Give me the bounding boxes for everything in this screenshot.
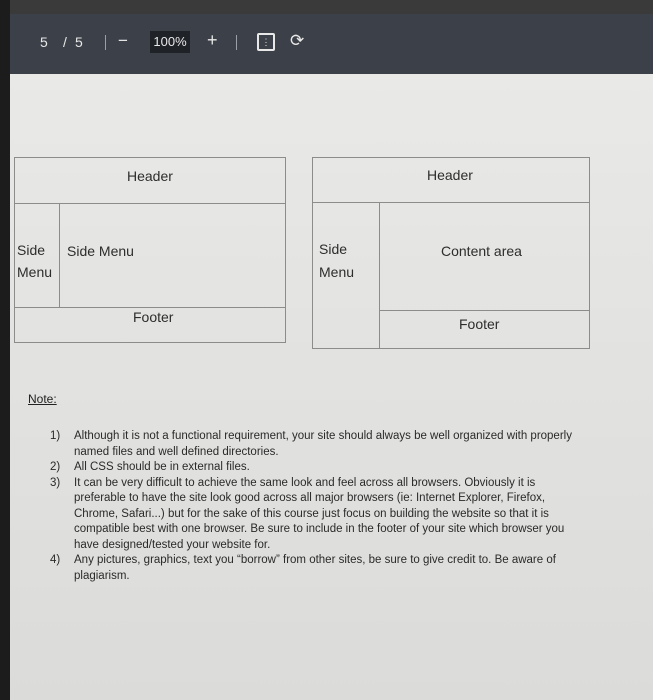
layout-diagram-right [312, 157, 590, 349]
diagram-divider [15, 203, 285, 204]
side-menu-label: Side Menu [67, 243, 134, 259]
list-number: 3) [50, 476, 61, 489]
list-text: Although it is not a functional requirement, your site should always be well organized with properly named files and well defined directories. [74, 430, 572, 458]
zoom-in-button[interactable]: + [207, 30, 218, 50]
page-current[interactable]: 5 [40, 34, 48, 50]
layout-diagram-left [14, 157, 286, 343]
list-text: It can be very difficult to achieve the same look and feel across all browsers. Obviously it is preferable to have the site look good across all major browsers (ie: Internet Explorer, Firefox, Chrome, Safari...) but for the sake of this course just focus on building the website so that it is compatible best with one browser. Be sure to include in the footer of your site which browser you have designed/tested your website for. [74, 476, 565, 551]
menu-label: Menu [17, 264, 53, 280]
diagram-divider [59, 203, 60, 307]
side-label: Side [17, 242, 46, 258]
header-label: Header [127, 168, 173, 184]
note-title: Note: [28, 392, 57, 406]
zoom-out-button[interactable]: − [118, 31, 128, 50]
fit-page-icon[interactable]: ⋮ [257, 33, 275, 51]
list-text: Any pictures, graphics, text you “borrow” from other sites, be sure to give credit to. Be aware of plagiarism. [74, 554, 556, 582]
diagram-divider [379, 202, 380, 348]
list-item [50, 476, 590, 554]
list-item [50, 553, 590, 584]
list-item [50, 460, 590, 476]
content-area-label: Content area [441, 243, 522, 259]
page-separator: / [63, 34, 67, 50]
window-top-edge [0, 0, 653, 14]
list-item [50, 429, 590, 460]
window-left-edge [0, 0, 10, 700]
side-label: Side [319, 241, 348, 257]
zoom-level-input[interactable]: 100% [150, 31, 190, 53]
list-number: 1) [50, 430, 61, 442]
list-number: 2) [50, 461, 61, 473]
rotate-icon[interactable]: ⟳ [290, 31, 305, 50]
diagram-divider [313, 202, 589, 203]
diagram-divider [379, 310, 589, 311]
pdf-toolbar [10, 14, 653, 74]
note-list [50, 429, 590, 584]
menu-label: Menu [319, 264, 355, 280]
toolbar-divider [105, 35, 106, 50]
header-label: Header [427, 167, 473, 183]
list-number: 4) [50, 554, 61, 566]
pdf-page [10, 74, 653, 700]
page-total: 5 [75, 34, 83, 50]
footer-label: Footer [133, 309, 174, 325]
footer-label: Footer [459, 316, 500, 332]
toolbar-divider [236, 35, 237, 50]
list-text: All CSS should be in external files. [74, 461, 250, 473]
